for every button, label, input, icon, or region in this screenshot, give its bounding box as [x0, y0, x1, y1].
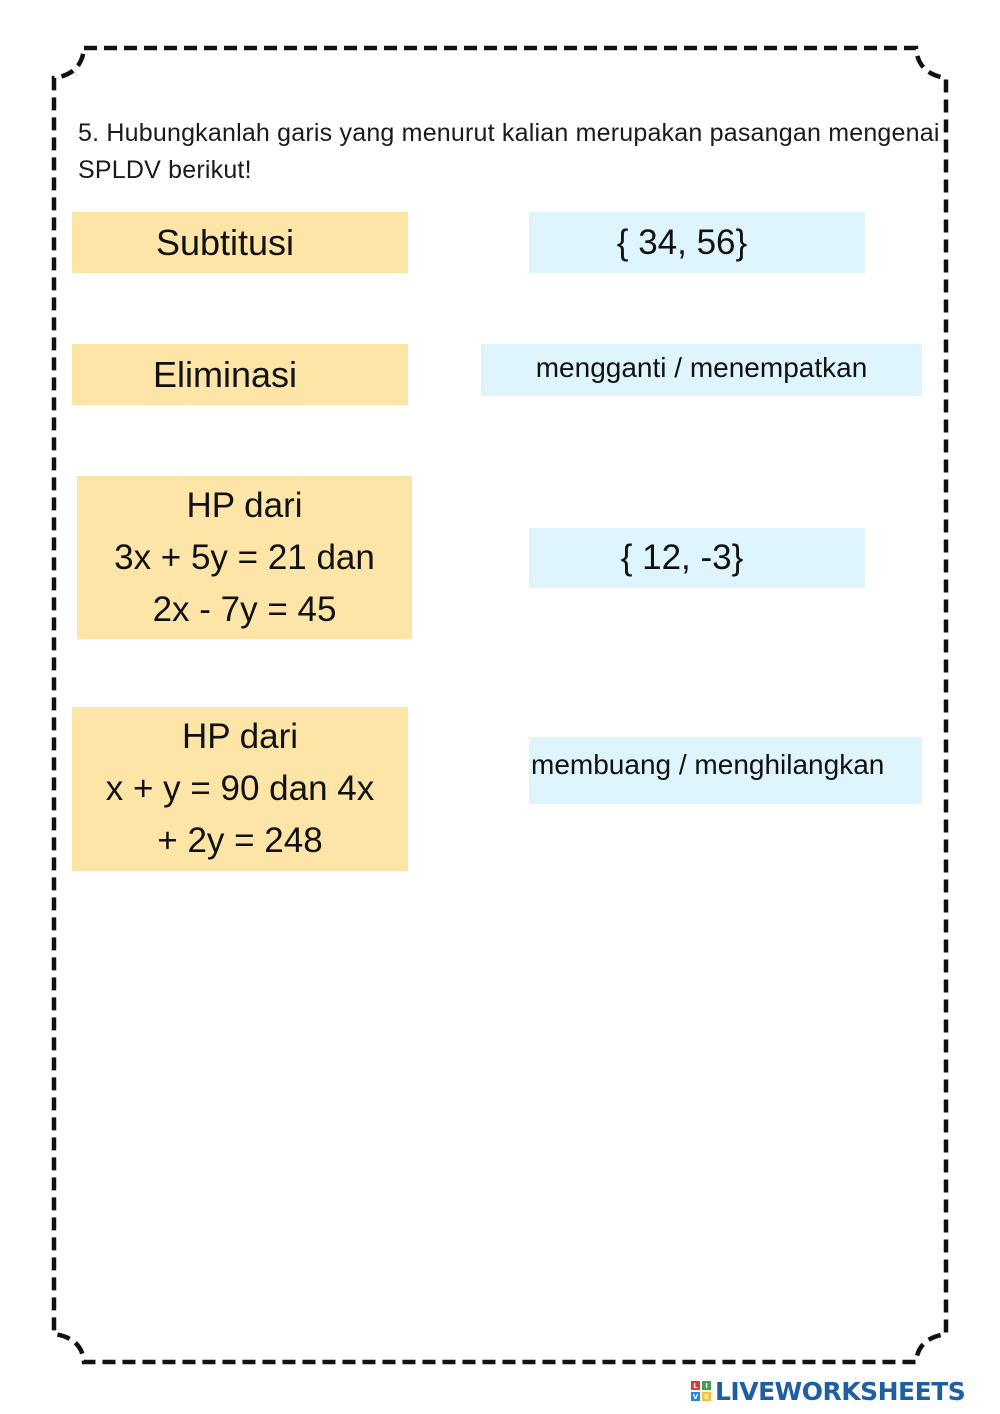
left-item-line: + 2y = 248 — [157, 821, 323, 860]
left-item-eliminasi[interactable] — [72, 344, 408, 405]
left-item-line: 3x + 5y = 21 dan — [114, 537, 375, 577]
logo-cell: E — [702, 1392, 711, 1401]
left-item-label: Eliminasi — [152, 353, 298, 395]
left-item-line: HP dari — [181, 717, 299, 756]
left-item-subtitusi[interactable] — [72, 212, 408, 273]
left-item-hp-system-2[interactable] — [72, 707, 408, 871]
right-item-set-34-56[interactable] — [529, 212, 865, 273]
right-item-label: mengganti / menempatkan — [535, 352, 868, 383]
right-item-membuang[interactable] — [529, 737, 922, 804]
left-item-line: x + y = 90 dan 4x — [105, 769, 375, 808]
left-item-line: HP dari — [186, 485, 303, 525]
right-item-set-12-neg3[interactable] — [529, 528, 865, 588]
logo-cell: L — [691, 1381, 700, 1390]
liveworksheets-logo — [691, 1374, 965, 1408]
right-item-label: { 12, -3} — [620, 538, 744, 577]
logo-cell: I — [702, 1381, 711, 1390]
left-item-line: 2x - 7y = 45 — [152, 589, 337, 629]
left-item-hp-system-1[interactable] — [77, 476, 412, 639]
right-item-label: membuang / menghilangkan — [531, 748, 885, 780]
logo-grid-icon — [691, 1381, 711, 1401]
logo-brand-text: LIVEWORKSHEETS — [715, 1376, 966, 1406]
left-item-label: Subtitusi — [155, 221, 295, 263]
logo-cell: V — [692, 1392, 699, 1401]
right-item-label: { 34, 56} — [616, 222, 748, 262]
right-item-mengganti[interactable] — [481, 344, 922, 396]
question-instruction: 5. Hubungkanlah garis yang menurut kalian merupakan pasangan mengenai SPLDV berikut! — [78, 119, 940, 184]
